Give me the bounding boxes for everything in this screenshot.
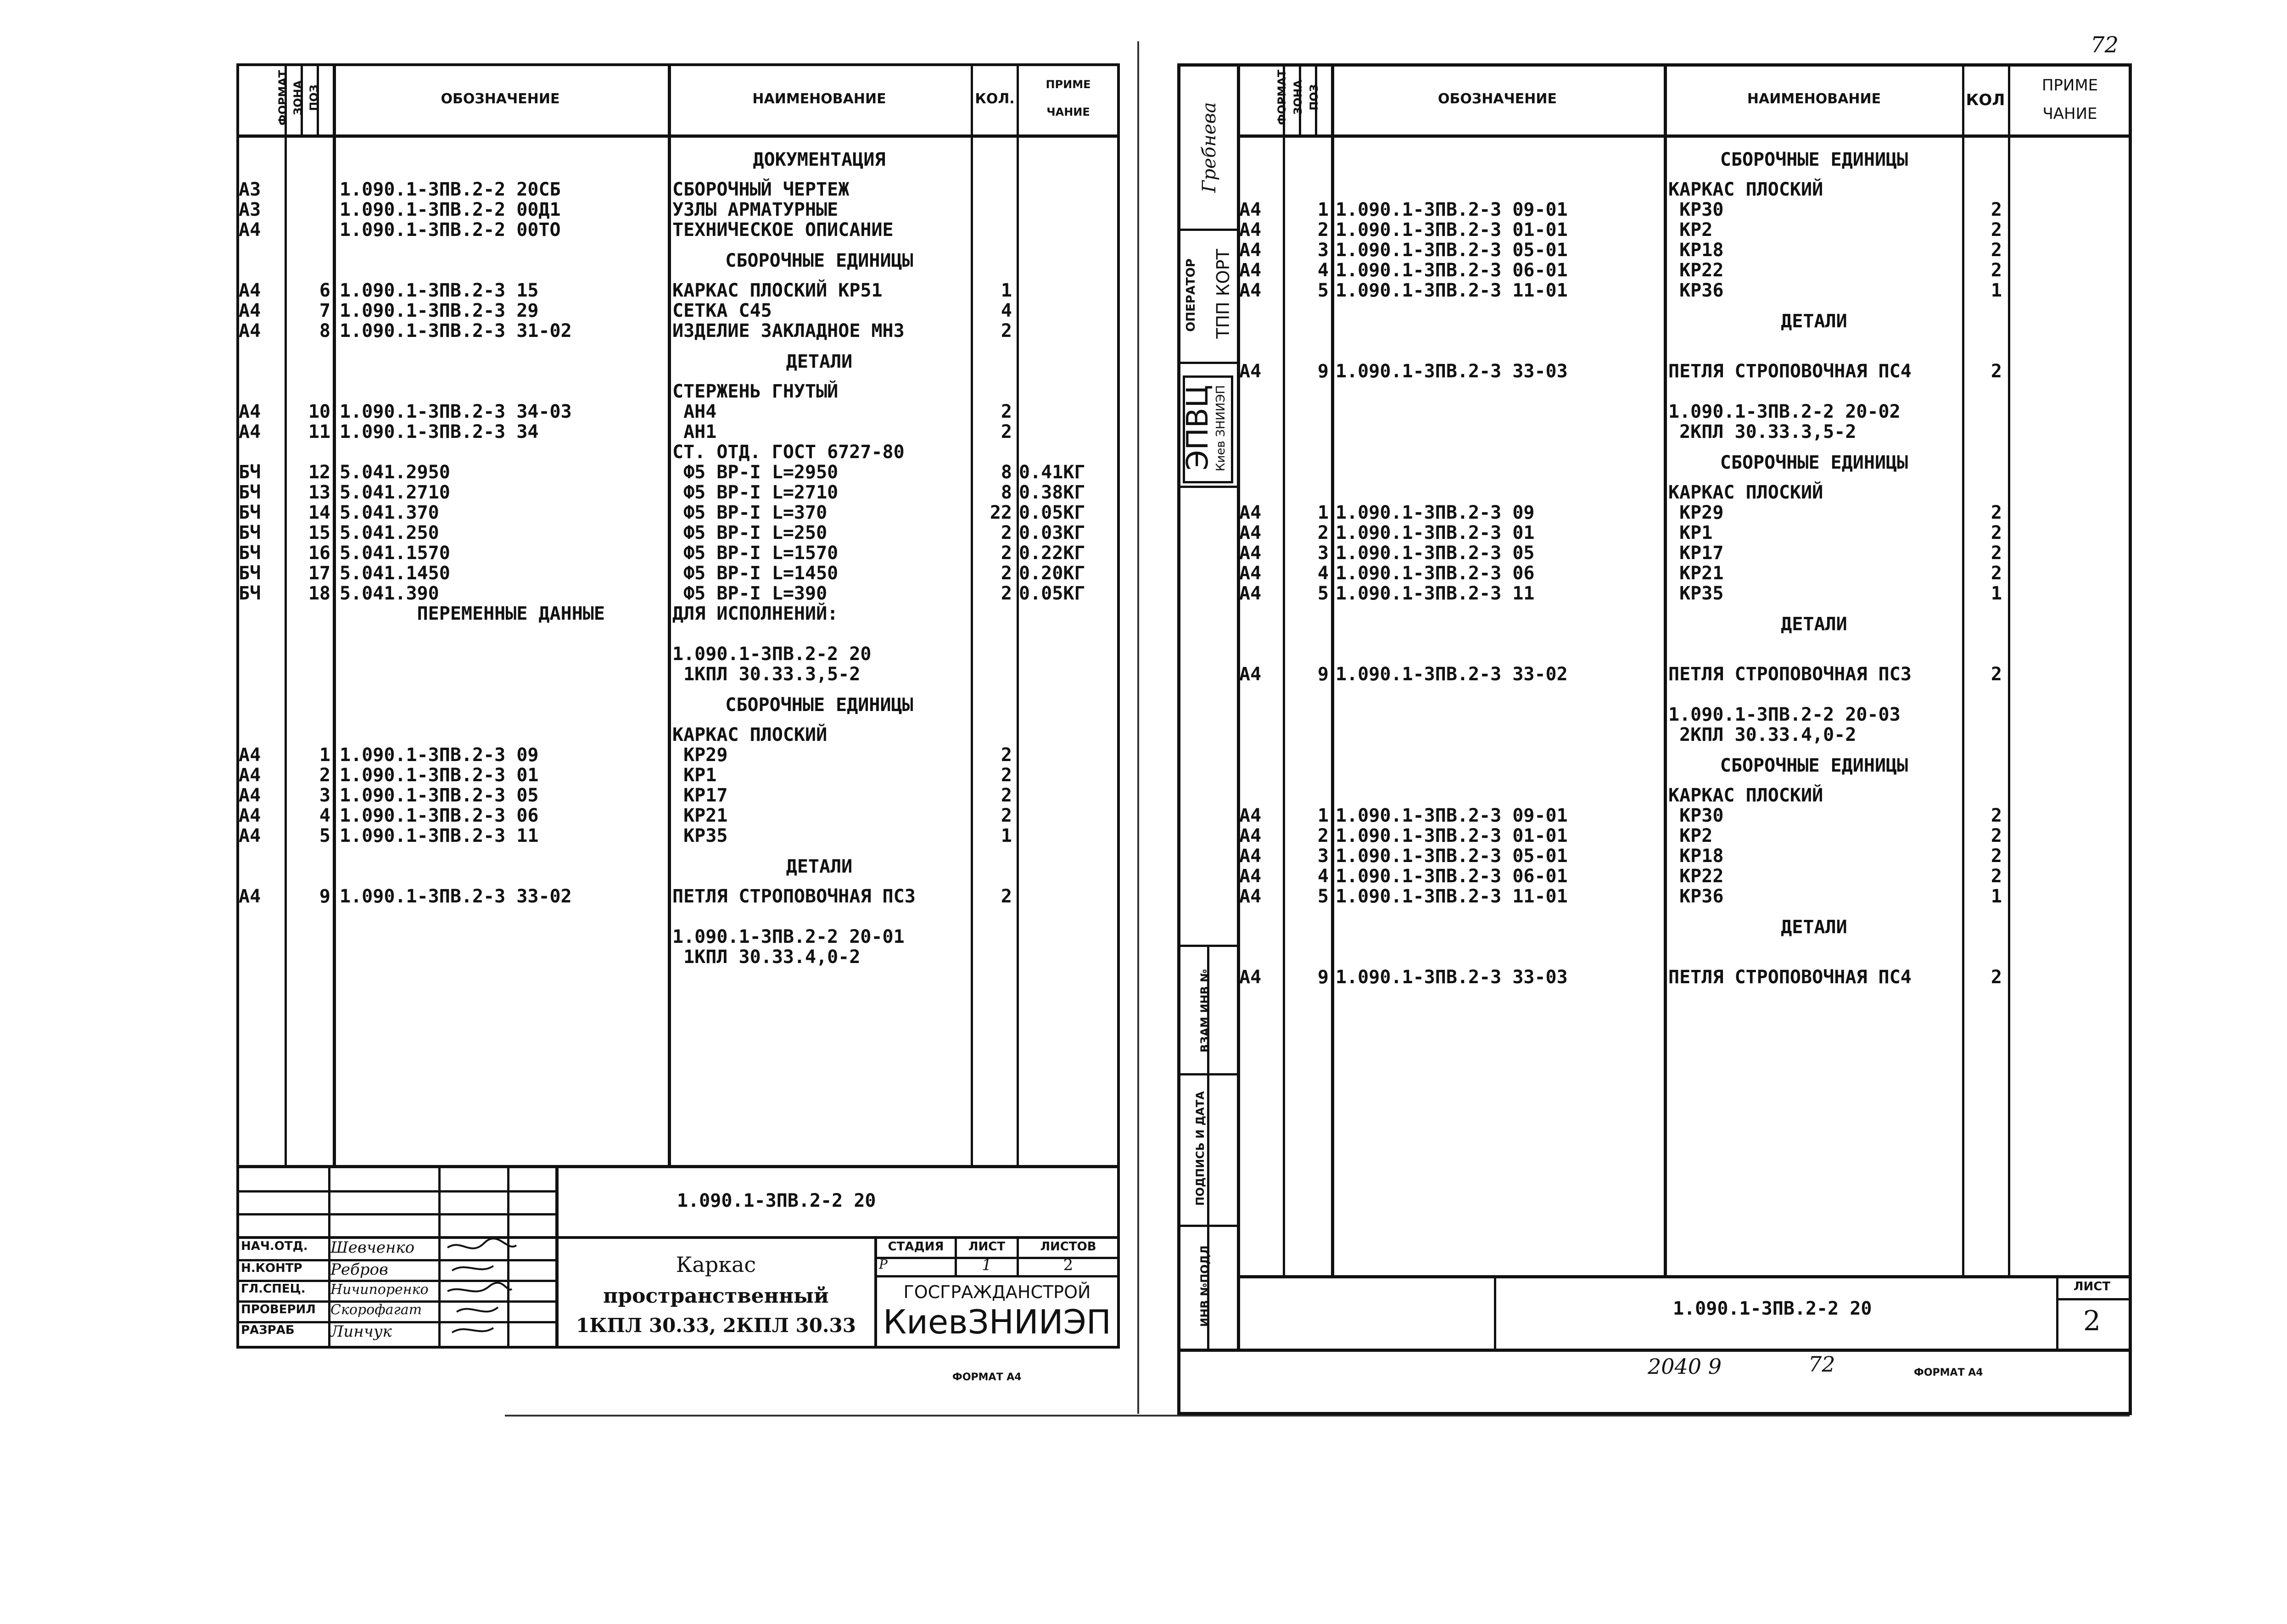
designation-cell: 1.090.1-3ПВ.2-3 09 bbox=[1336, 502, 1535, 523]
side-operator-val: ТПП КОРТ bbox=[1213, 249, 1233, 339]
qty-cell: 2 bbox=[1001, 583, 1012, 604]
poz-cell: 11 bbox=[308, 421, 330, 442]
designation-cell: 1.090.1-3ПВ.2-3 33-02 bbox=[1336, 664, 1568, 685]
qty-cell: 1 bbox=[1991, 583, 2002, 604]
format-cell: А4 bbox=[1239, 664, 1262, 685]
poz-cell: 1 bbox=[1317, 805, 1329, 826]
section-heading: СБОРОЧНЫЕ ЕДИНИЦЫ bbox=[725, 694, 913, 716]
designation-cell: 5.041.370 bbox=[340, 502, 439, 523]
name-cell: КР17 bbox=[1668, 543, 1724, 564]
poz-cell: 16 bbox=[308, 543, 330, 564]
name-cell: АН1 bbox=[672, 421, 717, 442]
name-cell: КР30 bbox=[1668, 199, 1724, 220]
format-cell: БЧ bbox=[239, 583, 261, 604]
poz-cell: 3 bbox=[1317, 240, 1329, 261]
name-cell: КАРКАС ПЛОСКИЙ bbox=[1668, 482, 1823, 503]
name-cell: КР18 bbox=[1668, 846, 1724, 867]
format-cell: А4 bbox=[239, 886, 261, 907]
footer-num1: 2040 9 bbox=[1648, 1354, 1722, 1379]
designation-cell: 5.041.390 bbox=[340, 583, 439, 604]
qty-cell: 1 bbox=[1001, 825, 1012, 846]
format-cell: А4 bbox=[1239, 260, 1262, 281]
name-cell: КР22 bbox=[1668, 866, 1724, 887]
qty-cell: 2 bbox=[1991, 825, 2002, 846]
qty-cell: 2 bbox=[1991, 805, 2002, 826]
qty-cell: 4 bbox=[1001, 300, 1012, 321]
poz-cell: 1 bbox=[319, 745, 330, 766]
poz-cell: 5 bbox=[1317, 280, 1329, 301]
section-heading: ДЕТАЛИ bbox=[786, 351, 853, 372]
name-cell: КР36 bbox=[1668, 886, 1724, 907]
qty-cell: 1 bbox=[1991, 280, 2002, 301]
format-cell: А4 bbox=[1239, 967, 1262, 988]
name-cell: КАРКАС ПЛОСКИЙ КР51 bbox=[672, 280, 883, 301]
name-cell: СЕТКА С45 bbox=[672, 300, 772, 321]
format-cell: БЧ bbox=[239, 502, 261, 523]
format-cell: А4 bbox=[1239, 502, 1262, 523]
r-hdr-zone: ЗОНА bbox=[1292, 79, 1304, 115]
poz-cell: 1 bbox=[1317, 502, 1329, 523]
format-cell: А4 bbox=[1239, 563, 1262, 584]
name-cell: 1КПЛ 30.33.4,0-2 bbox=[672, 946, 861, 968]
center-divider bbox=[1137, 41, 1139, 1414]
designation-cell: 1.090.1-3ПВ.2-3 34 bbox=[340, 421, 539, 442]
name-cell: ИЗДЕЛИЕ ЗАКЛАДНОЕ МН3 bbox=[672, 320, 905, 342]
qty-cell: 2 bbox=[1991, 522, 2002, 543]
format-cell: А4 bbox=[1239, 219, 1262, 241]
designation-cell: 1.090.1-3ПВ.2-3 11-01 bbox=[1336, 886, 1568, 907]
footer-num2: 72 bbox=[1808, 1352, 1835, 1377]
poz-cell: 6 bbox=[319, 280, 330, 301]
section-heading: ДЕТАЛИ bbox=[1781, 917, 1847, 938]
designation-cell: 5.041.1570 bbox=[340, 543, 450, 564]
name-cell: КР30 bbox=[1668, 805, 1724, 826]
format-cell: А4 bbox=[1239, 361, 1262, 382]
format-cell: А4 bbox=[239, 745, 261, 766]
name-cell: 1КПЛ 30.33.3,5-2 bbox=[672, 664, 861, 685]
section-heading: ДЕТАЛИ bbox=[1781, 311, 1847, 332]
signatures-scribble bbox=[443, 1238, 526, 1344]
designation-cell: 1.090.1-3ПВ.2-3 05 bbox=[340, 785, 539, 806]
note-cell: 0.41КГ bbox=[1019, 462, 1085, 483]
format-cell: А4 bbox=[239, 421, 261, 442]
qty-cell: 2 bbox=[1001, 320, 1012, 342]
designation-cell: 1.090.1-3ПВ.2-3 05 bbox=[1336, 543, 1535, 564]
format-cell: А4 bbox=[239, 785, 261, 806]
section-heading: СБОРОЧНЫЕ ЕДИНИЦЫ bbox=[725, 250, 913, 271]
sheet-label: ЛИСТ bbox=[968, 1240, 1006, 1254]
format-cell: А4 bbox=[1239, 886, 1262, 907]
poz-cell: 9 bbox=[1317, 967, 1329, 988]
note-cell: 0.05КГ bbox=[1019, 583, 1085, 604]
org-1: ГОСГРАЖДАНСТРОЙ bbox=[903, 1282, 1091, 1302]
format-cell: А4 bbox=[1239, 199, 1262, 220]
qty-cell: 8 bbox=[1001, 462, 1012, 483]
r-hdr-designation: ОБОЗНАЧЕНИЕ bbox=[1438, 91, 1557, 107]
qty-cell: 2 bbox=[1001, 886, 1012, 907]
designation-cell: 1.090.1-3ПВ.2-3 33-03 bbox=[1336, 361, 1568, 382]
name-cell: Ф5 ВР-I L=2950 bbox=[672, 462, 839, 483]
name-cell: СТЕРЖЕНЬ ГНУТЫЙ bbox=[672, 381, 839, 402]
name-cell: ПЕТЛЯ СТРОПОВОЧНАЯ ПС3 bbox=[672, 886, 916, 907]
r-hdr-qty: КОЛ bbox=[1966, 91, 2005, 109]
format-cell: А4 bbox=[239, 805, 261, 826]
name-cell: 1.090.1-3ПВ.2-2 20 bbox=[672, 644, 872, 665]
designation-cell: 1.090.1-3ПВ.2-3 09 bbox=[340, 745, 539, 766]
side-field2: ПОДПИСЬ И ДАТА bbox=[1194, 1091, 1207, 1206]
name-cell: КР18 bbox=[1668, 240, 1724, 261]
poz-cell: 5 bbox=[1317, 886, 1329, 907]
format-cell: А4 bbox=[1239, 240, 1262, 261]
r-hdr-name: НАИМЕНОВАНИЕ bbox=[1747, 91, 1881, 107]
name-cell: 2КПЛ 30.33.3,5-2 bbox=[1668, 421, 1856, 442]
qty-cell: 2 bbox=[1991, 543, 2002, 564]
org-2: КиевЗНИИЭП bbox=[883, 1303, 1112, 1341]
stage-label: СТАДИЯ bbox=[888, 1240, 944, 1254]
format-cell: А4 bbox=[1239, 522, 1262, 543]
hdr-designation: ОБОЗНАЧЕНИЕ bbox=[441, 91, 560, 107]
format-cell: БЧ bbox=[239, 563, 261, 584]
name-cell: КАРКАС ПЛОСКИЙ bbox=[1668, 179, 1823, 200]
left-format: ФОРМАТ А4 bbox=[952, 1372, 1022, 1383]
designation-cell: 5.041.250 bbox=[340, 522, 439, 543]
poz-cell: 15 bbox=[308, 522, 330, 543]
poz-cell: 18 bbox=[308, 583, 330, 604]
qty-cell: 2 bbox=[1991, 846, 2002, 867]
qty-cell: 2 bbox=[1001, 522, 1012, 543]
designation-cell: 1.090.1-3ПВ.2-3 33-03 bbox=[1336, 967, 1568, 988]
poz-cell: 7 bbox=[319, 300, 330, 321]
name-0: Шевченко bbox=[330, 1238, 415, 1257]
format-cell: А4 bbox=[1239, 583, 1262, 604]
name-cell: КР2 bbox=[1668, 219, 1713, 241]
designation-cell: 1.090.1-3ПВ.2-3 09-01 bbox=[1336, 199, 1568, 220]
designation-cell: 1.090.1-3ПВ.2-2 20СБ bbox=[340, 179, 561, 200]
note-cell: 0.05КГ bbox=[1019, 502, 1085, 523]
role-4: РАЗРАБ bbox=[241, 1323, 295, 1337]
name-cell: КР21 bbox=[672, 805, 728, 826]
designation-cell: 1.090.1-3ПВ.2-3 11 bbox=[1336, 583, 1535, 604]
name-cell: КР21 bbox=[1668, 563, 1724, 584]
poz-cell: 17 bbox=[308, 563, 330, 584]
poz-cell: 3 bbox=[319, 785, 330, 806]
format-cell: А4 bbox=[1239, 825, 1262, 846]
corner-num: 72 bbox=[2091, 32, 2119, 58]
designation-cell: 1.090.1-3ПВ.2-3 11-01 bbox=[1336, 280, 1568, 301]
poz-cell: 4 bbox=[1317, 563, 1329, 584]
qty-cell: 1 bbox=[1991, 886, 2002, 907]
format-cell: А4 bbox=[239, 401, 261, 422]
r-hdr-note1: ПРИМЕ bbox=[2041, 76, 2098, 95]
hdr-note1: ПРИМЕ bbox=[1046, 78, 1091, 91]
designation-cell: 1.090.1-3ПВ.2-3 01 bbox=[1336, 522, 1535, 543]
r-hdr-format: ФОРМАТ bbox=[1275, 69, 1288, 125]
sheets-label: ЛИСТОВ bbox=[1040, 1240, 1096, 1254]
name-cell: СБОРОЧНЫЙ ЧЕРТЕЖ bbox=[672, 179, 850, 200]
role-1: Н.КОНТР bbox=[241, 1261, 302, 1275]
name-cell: КР2 bbox=[1668, 825, 1713, 846]
r-hdr-poz: ПОЗ bbox=[1308, 84, 1320, 111]
designation-cell: 1.090.1-3ПВ.2-3 34-03 bbox=[340, 401, 572, 422]
poz-cell: 3 bbox=[1317, 543, 1329, 564]
poz-cell: 2 bbox=[319, 765, 330, 786]
qty-cell: 22 bbox=[990, 502, 1012, 523]
qty-cell: 2 bbox=[1001, 785, 1012, 806]
designation-cell: 5.041.2710 bbox=[340, 482, 450, 503]
format-cell: А3 bbox=[239, 179, 261, 200]
designation-cell: 1.090.1-3ПВ.2-3 09-01 bbox=[1336, 805, 1568, 826]
name-cell: Ф5 ВР-I L=2710 bbox=[672, 482, 839, 503]
format-cell: БЧ bbox=[239, 482, 261, 503]
poz-cell: 9 bbox=[319, 886, 330, 907]
designation-cell: 1.090.1-3ПВ.2-3 15 bbox=[340, 280, 539, 301]
name-cell: КАРКАС ПЛОСКИЙ bbox=[672, 724, 828, 745]
name-cell: Ф5 ВР-I L=370 bbox=[672, 502, 828, 523]
poz-cell: 4 bbox=[319, 805, 330, 826]
qty-cell: 2 bbox=[1991, 967, 2002, 988]
designation-cell: 5.041.1450 bbox=[340, 563, 450, 584]
name-cell: ПЕТЛЯ СТРОПОВОЧНАЯ ПС4 bbox=[1668, 967, 1912, 988]
right-frame bbox=[1177, 63, 2132, 1415]
qty-cell: 2 bbox=[1001, 745, 1012, 766]
hdr-poz: ПОЗ bbox=[308, 84, 320, 111]
name-cell: ДЛЯ ИСПОЛНЕНИЙ: bbox=[672, 603, 839, 624]
poz-cell: 2 bbox=[1317, 219, 1329, 241]
poz-cell: 10 bbox=[308, 401, 330, 422]
side-operator: ОПЕРАТОР bbox=[1184, 258, 1198, 332]
name-3: Скорофагат bbox=[330, 1302, 422, 1318]
format-cell: А4 bbox=[239, 825, 261, 846]
name-cell: ПЕТЛЯ СТРОПОВОЧНАЯ ПС3 bbox=[1668, 664, 1912, 685]
poz-cell: 12 bbox=[308, 462, 330, 483]
designation-cell: 5.041.2950 bbox=[340, 462, 450, 483]
name-cell: КР29 bbox=[672, 745, 728, 766]
name-cell: КР36 bbox=[1668, 280, 1724, 301]
name-cell: ТЕХНИЧЕСКОЕ ОПИСАНИЕ bbox=[672, 219, 894, 241]
name-cell: КАРКАС ПЛОСКИЙ bbox=[1668, 785, 1823, 806]
title-2: пространственный bbox=[603, 1284, 829, 1308]
qty-cell: 2 bbox=[1991, 563, 2002, 584]
left-frame bbox=[236, 63, 1120, 1349]
format-cell: А4 bbox=[239, 765, 261, 786]
name-cell: Ф5 ВР-I L=250 bbox=[672, 522, 828, 543]
right-sheet-value: 2 bbox=[2083, 1305, 2101, 1337]
designation-cell: 1.090.1-3ПВ.2-3 05-01 bbox=[1336, 240, 1568, 261]
designation-cell: ПЕРЕМЕННЫЕ ДАННЫЕ bbox=[340, 603, 605, 624]
qty-cell: 2 bbox=[1001, 563, 1012, 584]
name-cell: СТ. ОТД. ГОСТ 6727-80 bbox=[672, 442, 905, 463]
designation-cell: 1.090.1-3ПВ.2-3 33-02 bbox=[340, 886, 572, 907]
qty-cell: 2 bbox=[1001, 543, 1012, 564]
hdr-note2: ЧАНИЕ bbox=[1046, 106, 1090, 118]
qty-cell: 2 bbox=[1001, 401, 1012, 422]
designation-cell: 1.090.1-3ПВ.2-3 29 bbox=[340, 300, 539, 321]
name-cell: 2КПЛ 30.33.4,0-2 bbox=[1668, 724, 1856, 745]
poz-cell: 5 bbox=[319, 825, 330, 846]
qty-cell: 2 bbox=[1991, 199, 2002, 220]
name-cell: УЗЛЫ АРМАТУРНЫЕ bbox=[672, 199, 839, 220]
side-stamp1: ЭПВЦ bbox=[1181, 385, 1215, 470]
r-hdr-note2: ЧАНИЕ bbox=[2042, 105, 2097, 123]
name-cell: КР29 bbox=[1668, 502, 1724, 523]
name-1: Ребров bbox=[330, 1260, 388, 1279]
poz-cell: 2 bbox=[1317, 522, 1329, 543]
name-cell: АН4 bbox=[672, 401, 717, 422]
name-cell: 1.090.1-3ПВ.2-2 20-03 bbox=[1668, 704, 1901, 725]
poz-cell: 8 bbox=[319, 320, 330, 342]
poz-cell: 9 bbox=[1317, 361, 1329, 382]
format-cell: А3 bbox=[239, 199, 261, 220]
poz-cell: 4 bbox=[1317, 260, 1329, 281]
designation-cell: 1.090.1-3ПВ.2-3 05-01 bbox=[1336, 846, 1568, 867]
poz-cell: 5 bbox=[1317, 583, 1329, 604]
format-cell: БЧ bbox=[239, 462, 261, 483]
section-heading: СБОРОЧНЫЕ ЕДИНИЦЫ bbox=[1720, 755, 1908, 776]
name-cell: 1.090.1-3ПВ.2-2 20-02 bbox=[1668, 401, 1901, 422]
format-cell: А4 bbox=[239, 300, 261, 321]
right-code: 1.090.1-3ПВ.2-2 20 bbox=[1673, 1298, 1872, 1319]
designation-cell: 1.090.1-3ПВ.2-3 11 bbox=[340, 825, 539, 846]
format-cell: А4 bbox=[239, 280, 261, 301]
name-cell: КР1 bbox=[672, 765, 717, 786]
poz-cell: 14 bbox=[308, 502, 330, 523]
designation-cell: 1.090.1-3ПВ.2-3 06-01 bbox=[1336, 260, 1568, 281]
qty-cell: 2 bbox=[1991, 664, 2002, 685]
qty-cell: 2 bbox=[1001, 421, 1012, 442]
section-heading: СБОРОЧНЫЕ ЕДИНИЦЫ bbox=[1720, 452, 1908, 473]
right-format: ФОРМАТ А4 bbox=[1914, 1367, 1983, 1378]
name-cell: КР22 bbox=[1668, 260, 1724, 281]
qty-cell: 2 bbox=[1991, 502, 2002, 523]
qty-cell: 2 bbox=[1991, 260, 2002, 281]
stage-value: Р bbox=[879, 1257, 888, 1272]
qty-cell: 8 bbox=[1001, 482, 1012, 503]
designation-cell: 1.090.1-3ПВ.2-2 00Д1 bbox=[340, 199, 561, 220]
side-name: Гребнева bbox=[1199, 102, 1220, 193]
name-2: Ничипоренко bbox=[330, 1282, 429, 1298]
sheet-value: 1 bbox=[982, 1256, 992, 1274]
name-4: Линчук bbox=[330, 1322, 392, 1341]
poz-cell: 4 bbox=[1317, 866, 1329, 887]
role-0: НАЧ.ОТД. bbox=[241, 1239, 308, 1253]
note-cell: 0.20КГ bbox=[1019, 563, 1085, 584]
format-cell: А4 bbox=[239, 320, 261, 342]
qty-cell: 2 bbox=[1991, 361, 2002, 382]
side-field3: ИНВ №ПОДЛ bbox=[1198, 1245, 1211, 1327]
poz-cell: 9 bbox=[1317, 664, 1329, 685]
title-1: Каркас bbox=[676, 1252, 756, 1277]
role-2: ГЛ.СПЕЦ. bbox=[241, 1282, 306, 1296]
format-cell: А4 bbox=[1239, 280, 1262, 301]
qty-cell: 2 bbox=[1991, 866, 2002, 887]
format-cell: А4 bbox=[1239, 866, 1262, 887]
designation-cell: 1.090.1-3ПВ.2-3 01 bbox=[340, 765, 539, 786]
role-3: ПРОВЕРИЛ bbox=[241, 1303, 316, 1316]
sheets-value: 2 bbox=[1063, 1256, 1074, 1274]
hdr-name: НАИМЕНОВАНИЕ bbox=[752, 91, 886, 107]
format-cell: А4 bbox=[1239, 543, 1262, 564]
format-cell: А4 bbox=[1239, 846, 1262, 867]
right-sheet-label: ЛИСТ bbox=[2073, 1280, 2111, 1294]
hdr-zone: ЗОНА bbox=[291, 80, 304, 116]
section-heading: ДЕТАЛИ bbox=[1781, 614, 1847, 635]
designation-cell: 1.090.1-3ПВ.2-3 06-01 bbox=[1336, 866, 1568, 887]
name-cell: Ф5 ВР-I L=1570 bbox=[672, 543, 839, 564]
designation-cell: 1.090.1-3ПВ.2-3 06 bbox=[1336, 563, 1535, 584]
format-cell: БЧ bbox=[239, 543, 261, 564]
name-cell: ПЕТЛЯ СТРОПОВОЧНАЯ ПС4 bbox=[1668, 361, 1912, 382]
poz-cell: 3 bbox=[1317, 846, 1329, 867]
poz-cell: 13 bbox=[308, 482, 330, 503]
designation-cell: 1.090.1-3ПВ.2-3 01-01 bbox=[1336, 219, 1568, 241]
qty-cell: 2 bbox=[1991, 240, 2002, 261]
designation-cell: 1.090.1-3ПВ.2-3 06 bbox=[340, 805, 539, 826]
format-cell: А4 bbox=[1239, 805, 1262, 826]
title-3: 1КПЛ 30.33, 2КПЛ 30.33 bbox=[576, 1314, 856, 1337]
designation-cell: 1.090.1-3ПВ.2-2 00ТО bbox=[340, 219, 561, 241]
poz-cell: 2 bbox=[1317, 825, 1329, 846]
designation-cell: 1.090.1-3ПВ.2-3 01-01 bbox=[1336, 825, 1568, 846]
name-cell: КР1 bbox=[1668, 522, 1713, 543]
side-stamp2: Киев ЗНИИЭП bbox=[1214, 385, 1228, 471]
qty-cell: 2 bbox=[1001, 805, 1012, 826]
format-cell: А4 bbox=[239, 219, 261, 241]
hdr-qty: КОЛ. bbox=[975, 91, 1015, 107]
name-cell: КР17 bbox=[672, 785, 728, 806]
format-cell: БЧ bbox=[239, 522, 261, 543]
qty-cell: 2 bbox=[1991, 219, 2002, 241]
designation-cell: 1.090.1-3ПВ.2-3 31-02 bbox=[340, 320, 572, 342]
name-cell: Ф5 ВР-I L=390 bbox=[672, 583, 828, 604]
name-cell: Ф5 ВР-I L=1450 bbox=[672, 563, 839, 584]
note-cell: 0.03КГ bbox=[1019, 522, 1085, 543]
note-cell: 0.38КГ bbox=[1019, 482, 1085, 503]
poz-cell: 1 bbox=[1317, 199, 1329, 220]
section-heading: СБОРОЧНЫЕ ЕДИНИЦЫ bbox=[1720, 149, 1908, 170]
note-cell: 0.22КГ bbox=[1019, 543, 1085, 564]
name-cell: КР35 bbox=[1668, 583, 1724, 604]
name-cell: КР35 bbox=[672, 825, 728, 846]
hdr-format: ФОРМАТ bbox=[276, 70, 289, 126]
name-cell: 1.090.1-3ПВ.2-2 20-01 bbox=[672, 926, 905, 947]
left-code: 1.090.1-3ПВ.2-2 20 bbox=[677, 1190, 876, 1211]
side-field1: ВЗАМ ИНВ № bbox=[1198, 969, 1211, 1053]
qty-cell: 1 bbox=[1001, 280, 1012, 301]
qty-cell: 2 bbox=[1001, 765, 1012, 786]
section-heading: ДОКУМЕНТАЦИЯ bbox=[753, 149, 886, 170]
section-heading: ДЕТАЛИ bbox=[786, 856, 853, 877]
